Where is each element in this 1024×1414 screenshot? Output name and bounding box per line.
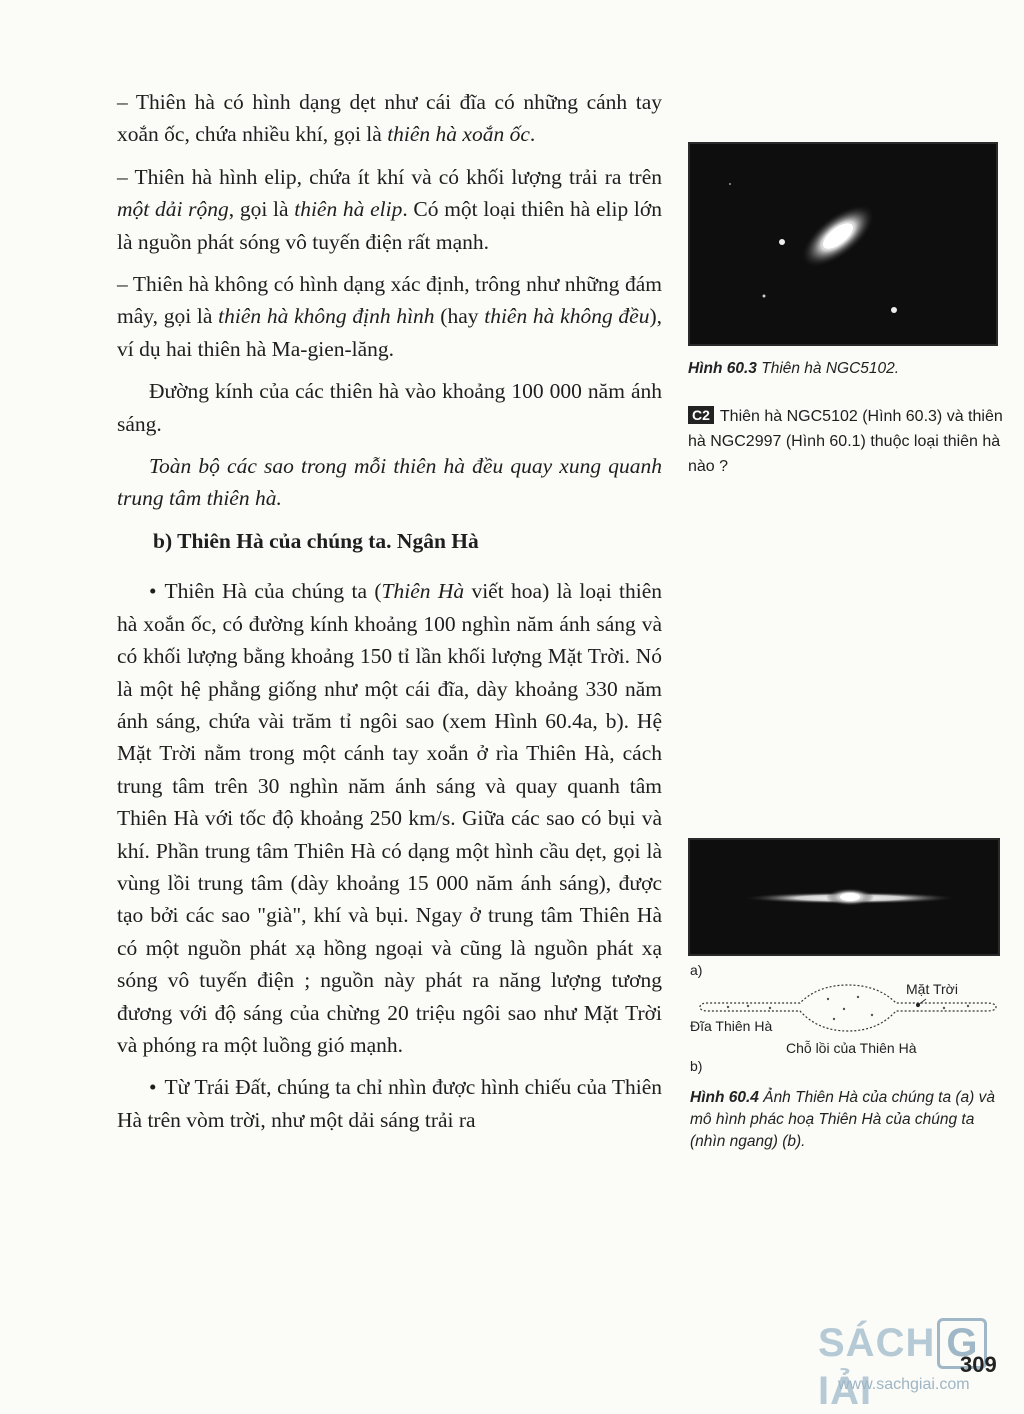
galaxy-ngc5102-image bbox=[690, 144, 996, 344]
figure-number: Hình 60.4 bbox=[690, 1089, 759, 1106]
paragraph-rotation: Toàn bộ các sao trong mỗi thiên hà đều quay xung quanh trung tâm thiên hà. bbox=[117, 454, 662, 511]
label-sun: Mặt Trời bbox=[906, 981, 958, 997]
label-b: b) bbox=[690, 1058, 703, 1074]
stars bbox=[727, 996, 969, 1020]
label-disk: Đĩa Thiên Hà bbox=[690, 1018, 773, 1034]
label-bulge: Chỗ lồi của Thiên Hà bbox=[786, 1040, 917, 1056]
logo-part: G bbox=[937, 1318, 987, 1369]
figure-60-3-caption bbox=[688, 358, 1008, 380]
logo-part: IẢI bbox=[818, 1369, 873, 1413]
paragraph-projection: • Từ Trái Đất, chúng ta chỉ nhìn được hình chiếu của Thiên Hà trên vòm trời, như một dải sáng trải ra bbox=[117, 1071, 662, 1136]
question-badge: C2 bbox=[688, 406, 714, 424]
text: – Thiên hà không có hình dạng xác định, trông như những đám mây, gọi là bbox=[117, 272, 662, 329]
figure-60-4-caption bbox=[690, 1087, 1012, 1153]
term-irregular: thiên hà không định hình bbox=[218, 304, 435, 329]
figure-number: Hình 60.3 bbox=[688, 360, 757, 377]
milky-way-photo bbox=[688, 838, 1000, 956]
text: ), ví dụ hai thiên hà Ma-gien-lăng. bbox=[117, 304, 663, 361]
page-number: 309 bbox=[960, 1352, 997, 1377]
term-uneven: thiên hà không đều bbox=[484, 304, 650, 329]
logo-part: SÁCH bbox=[818, 1321, 936, 1365]
milky-way-image bbox=[690, 840, 998, 954]
text: (hay bbox=[434, 304, 485, 329]
text: – Thiên hà có hình dạng dẹt như cái đĩa có những cánh tay xoắn ốc, chứa nhiều khí, gọi là bbox=[117, 90, 662, 147]
text: – Thiên hà hình elip, chứa ít khí và có khối lượng trải ra trên bbox=[117, 164, 662, 189]
paragraph-milky-way bbox=[117, 575, 662, 1061]
text: viết hoa) là loại thiên hà xoắn ốc, có đường kính khoảng 100 nghìn năm ánh sáng và có khối lượng bằng khoảng 150 tỉ lần khối lượng Mặt Trời. Nó là một hệ phẳng giống như một cái đĩa, dày khoảng 330 năm ánh sáng, chứa vài trăm tỉ ngôi sao (xem Hình 60.4a, b). Hệ Mặt Trời nằm trong một cánh tay xoắn ở rìa Thiên Hà, cách trung tâm trên 30 nghìn năm ánh sáng và quay quanh tâm Thiên Hà với tốc độ khoảng 250 km/s. Giữa các sao có bụi và khí. Phần trung tâm Thiên Hà có dạng một hình cầu dẹt, gọi là vùng lồi trung tâm (dày khoảng 15 000 năm ánh sáng), được tạo bởi các sao "già", khí và bụi. Ngay ở trung tâm Thiên Hà có một nguồn phát xạ hồng ngoại và cũng là nguồn phát xạ sóng vô tuyến điện ; nguồn này phát ra năng lượng tương đương với độ sáng của chừng 20 triệu ngôi sao như Mặt Trời và phóng ra một luồng gió mạnh. bbox=[117, 579, 663, 1057]
term-thien-ha: Thiên Hà bbox=[381, 579, 465, 604]
text: , gọi là bbox=[228, 197, 295, 222]
main-text-column bbox=[117, 86, 662, 1146]
paragraph-irregular bbox=[117, 268, 662, 365]
paragraph-diameter: Đường kính của các thiên hà vào khoảng 100 000 năm ánh sáng. bbox=[117, 379, 662, 436]
question-c2 bbox=[688, 404, 1008, 479]
term-wide-band: một dải rộng bbox=[117, 197, 229, 222]
paragraph-elliptical bbox=[117, 161, 662, 258]
paragraph-spiral bbox=[117, 86, 662, 151]
term-elliptical: thiên hà elip bbox=[294, 197, 403, 222]
sun-marker bbox=[916, 1003, 920, 1007]
milky-way-side-diagram bbox=[688, 975, 1008, 1045]
watermark-url: www.sachgiai.com bbox=[838, 1376, 970, 1393]
text: . bbox=[529, 122, 536, 147]
section-heading: b) Thiên Hà của chúng ta. Ngân Hà bbox=[153, 528, 479, 553]
question-text: Thiên hà NGC5102 (Hình 60.3) và thiên hà NGC2997 (Hình 60.1) thuộc loại thiên hà nào ? bbox=[688, 408, 1003, 475]
figure-text: Thiên hà NGC5102. bbox=[756, 360, 900, 377]
text: Thiên Hà của chúng ta ( bbox=[164, 579, 382, 604]
figure-text: Ảnh Thiên Hà của chúng ta (a) và mô hình phác hoạ Thiên Hà của chúng ta (nhìn ngang) (b). bbox=[690, 1089, 996, 1150]
term-spiral: thiên hà xoắn ốc bbox=[387, 122, 530, 147]
label-a: a) bbox=[690, 962, 703, 978]
galaxy-ngc5102-photo bbox=[688, 142, 998, 346]
text: . Có một loại thiên hà elip lớn là nguồn phát sóng vô tuyến điện rất mạnh. bbox=[117, 197, 662, 254]
